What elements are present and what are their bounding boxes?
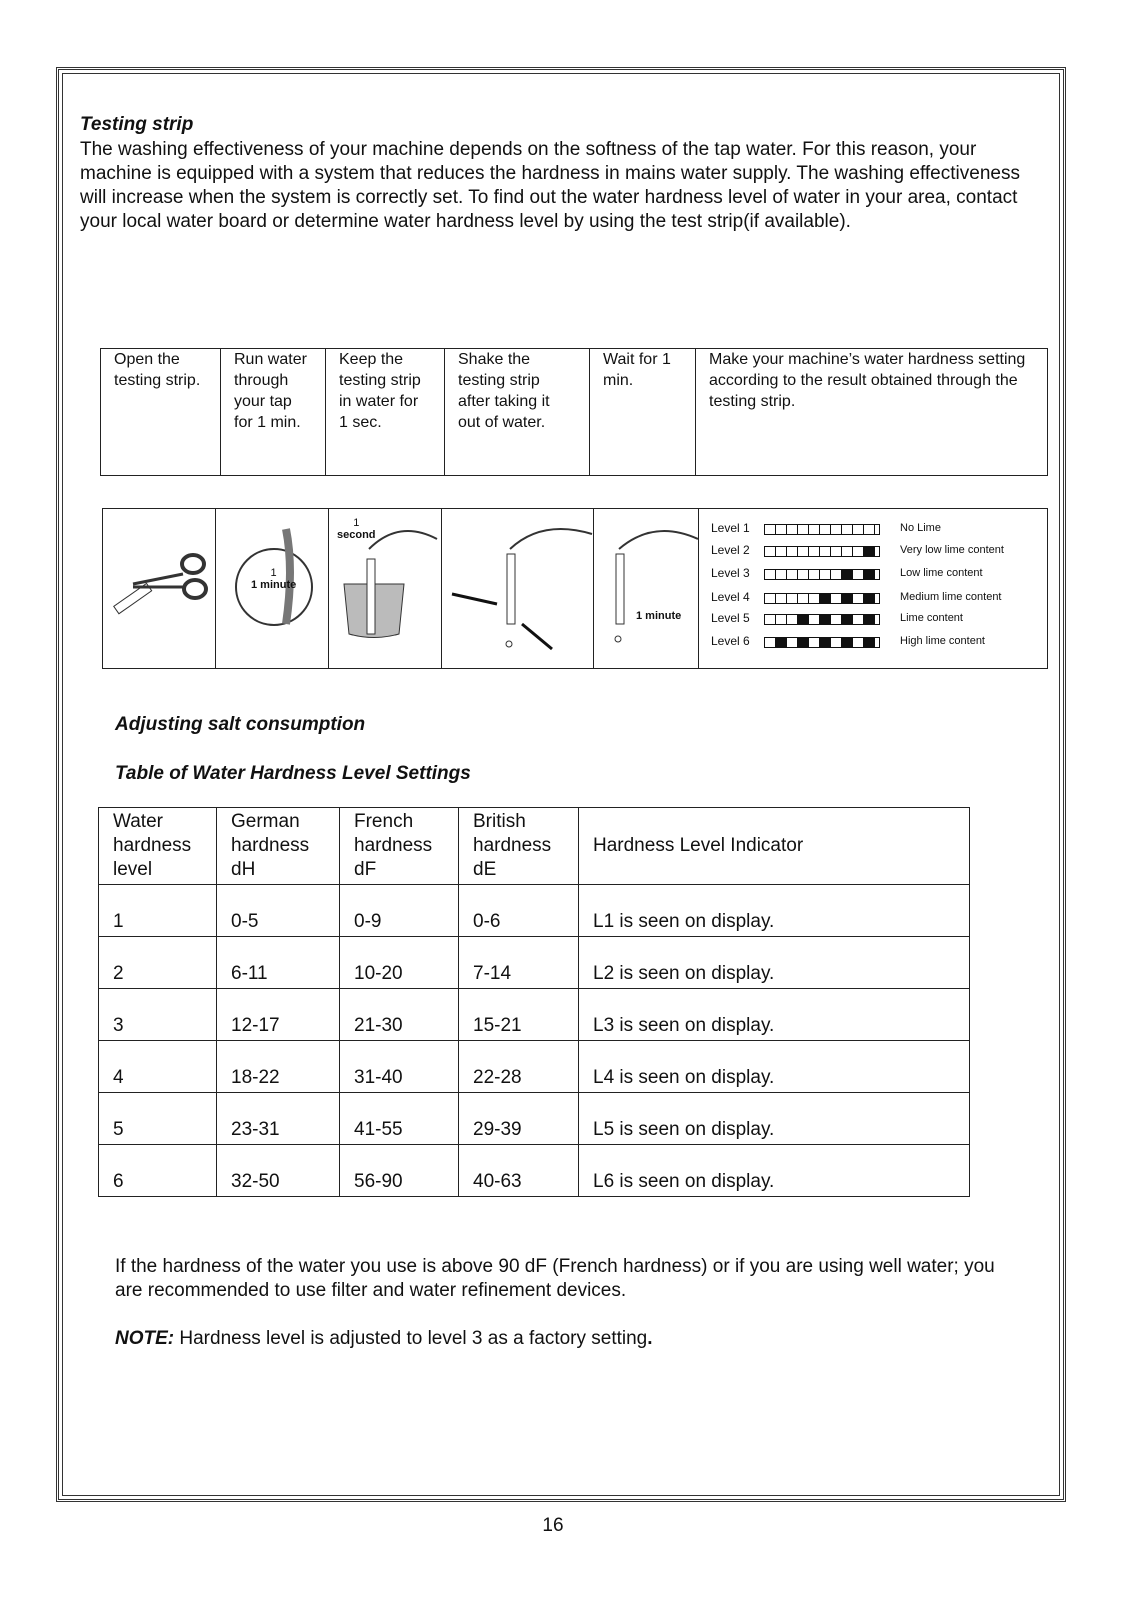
dip-illustration	[329, 509, 442, 669]
table-cell: 18-22	[217, 1041, 340, 1093]
table-cell: 1	[99, 885, 217, 937]
strip-cell	[875, 525, 879, 534]
strip-cell	[820, 547, 831, 556]
step-1: Open the testing strip.	[101, 349, 221, 476]
step-4: Shake the testing strip after taking it out of water.	[445, 349, 590, 476]
table-cell: L4 is seen on display.	[579, 1041, 970, 1093]
strip-cell	[798, 594, 809, 603]
table-row	[99, 989, 970, 1041]
strip-cell	[776, 547, 787, 556]
header-water-hardness: Water hardness level	[99, 808, 217, 885]
table-cell: 41-55	[340, 1093, 459, 1145]
strip-cell	[875, 570, 879, 579]
strip-cell	[831, 638, 842, 647]
strip-cell	[809, 525, 820, 534]
level-name: Level 5	[711, 611, 750, 625]
strip-cell	[787, 570, 798, 579]
strip-cell	[809, 594, 820, 603]
level-strip	[764, 524, 880, 535]
table-cell: 32-50	[217, 1145, 340, 1197]
strip-cell	[776, 525, 787, 534]
strip-cell	[765, 594, 776, 603]
strip-cell	[853, 615, 864, 624]
minute-label: 1 minute	[251, 579, 297, 591]
level-name: Level 2	[711, 543, 750, 557]
table-cell: 4	[99, 1041, 217, 1093]
table-cell: 3	[99, 989, 217, 1041]
strip-cell	[864, 547, 875, 556]
strip-cell	[842, 525, 853, 534]
strip-cell	[798, 547, 809, 556]
strip-cell	[787, 638, 798, 647]
table-cell: 21-30	[340, 989, 459, 1041]
table-header-row	[99, 808, 970, 885]
scissors-icon	[103, 509, 215, 663]
note-label: NOTE:	[115, 1328, 175, 1349]
strip-cell	[776, 615, 787, 624]
table-cell: 29-39	[459, 1093, 579, 1145]
strip-cell	[842, 638, 853, 647]
strip-cell	[875, 615, 879, 624]
strip-cell	[776, 638, 787, 647]
table-cell: 22-28	[459, 1041, 579, 1093]
step-6: Make your machine’s water hardness setting according to the result obtained through the testing strip.	[696, 349, 1048, 476]
wait-label: 1 minute	[636, 610, 682, 622]
second-label: second	[337, 529, 376, 541]
strip-cell	[842, 594, 853, 603]
strip-cell	[765, 570, 776, 579]
level-strip	[764, 637, 880, 648]
table-cell: 0-6	[459, 885, 579, 937]
strip-cell	[864, 594, 875, 603]
table-cell: L2 is seen on display.	[579, 937, 970, 989]
level-strip	[764, 546, 880, 557]
note	[115, 1327, 653, 1351]
level-name: Level 6	[711, 634, 750, 648]
strip-cell	[864, 525, 875, 534]
table-cell: L1 is seen on display.	[579, 885, 970, 937]
strip-cell	[842, 547, 853, 556]
strip-cell	[875, 547, 879, 556]
step-2: Run water through your tap for 1 min.	[221, 349, 326, 476]
header-german: German hardness dH	[217, 808, 340, 885]
minute-number: 1	[270, 567, 277, 579]
strip-cell	[809, 547, 820, 556]
table-row	[99, 1093, 970, 1145]
strip-cell	[853, 570, 864, 579]
table-cell: 40-63	[459, 1145, 579, 1197]
strip-cell	[853, 638, 864, 647]
strip-cell	[765, 638, 776, 647]
intro-paragraph: The washing effectiveness of your machine depends on the softness of the tap water. For this reason, your machine is equipped with a system that reduces the hardness in mains water supply. The washing effectiveness will increase when the system is correctly set. To find out the water hardness level of water in your area, contact your local water board or determine water hardness level by using the test strip(if available).	[80, 139, 1020, 232]
strip-cell	[853, 547, 864, 556]
strip-cell	[798, 638, 809, 647]
second-number: 1	[353, 517, 360, 529]
table-cell: 2	[99, 937, 217, 989]
table-cell: 7-14	[459, 937, 579, 989]
steps-table	[100, 348, 1048, 476]
illustration-strip	[102, 508, 1048, 669]
strip-cell	[787, 594, 798, 603]
strip-cell	[831, 547, 842, 556]
table-cell: 15-21	[459, 989, 579, 1041]
table-heading: Table of Water Hardness Level Settings	[115, 763, 471, 784]
hardness-table	[98, 807, 970, 1197]
table-row	[99, 937, 970, 989]
strip-cell	[853, 594, 864, 603]
table-cell: 10-20	[340, 937, 459, 989]
level-description: Medium lime content	[900, 591, 1002, 603]
page-number: 16	[542, 1515, 564, 1536]
strip-cell	[831, 570, 842, 579]
table-cell: 5	[99, 1093, 217, 1145]
level-name: Level 3	[711, 566, 750, 580]
strip-cell	[831, 594, 842, 603]
strip-cell	[809, 638, 820, 647]
strip-cell	[798, 570, 809, 579]
advice-paragraph: If the hardness of the water you use is above 90 dF (French hardness) or if you are using well water; you are recommended to use filter and water refinement devices.	[115, 1256, 995, 1301]
table-cell: 0-9	[340, 885, 459, 937]
strip-cell	[809, 615, 820, 624]
shake-icon	[442, 509, 593, 663]
salt-heading: Adjusting salt consumption	[115, 714, 366, 735]
table-cell: 6-11	[217, 937, 340, 989]
level-name: Level 4	[711, 590, 750, 604]
header-indicator: Hardness Level Indicator	[579, 808, 970, 885]
table-cell: 23-31	[217, 1093, 340, 1145]
strip-cell	[875, 594, 879, 603]
strip-cell	[820, 594, 831, 603]
strip-cell	[765, 615, 776, 624]
strip-cell	[864, 570, 875, 579]
table-cell: L3 is seen on display.	[579, 989, 970, 1041]
scissors-illustration	[103, 509, 216, 669]
shake-illustration	[442, 509, 594, 669]
table-cell: L6 is seen on display.	[579, 1145, 970, 1197]
table-cell: 31-40	[340, 1041, 459, 1093]
level-strip	[764, 569, 880, 580]
header-british: British hardness dE	[459, 808, 579, 885]
strip-cell	[820, 638, 831, 647]
strip-cell	[853, 525, 864, 534]
strip-cell	[820, 570, 831, 579]
step-5: Wait for 1 min.	[590, 349, 696, 476]
level-strip	[764, 614, 880, 625]
level-description: No Lime	[900, 522, 941, 534]
strip-cell	[842, 570, 853, 579]
level-name: Level 1	[711, 521, 750, 535]
strip-cell	[765, 547, 776, 556]
strip-cell	[831, 525, 842, 534]
strip-cell	[809, 570, 820, 579]
strip-cell	[864, 615, 875, 624]
level-description: High lime content	[900, 635, 985, 647]
note-text: Hardness level is adjusted to level 3 as a factory setting	[174, 1328, 648, 1349]
level-description: Low lime content	[900, 567, 983, 579]
strip-cell	[776, 570, 787, 579]
table-row	[99, 1041, 970, 1093]
level-strip	[764, 593, 880, 604]
strip-cell	[864, 638, 875, 647]
table-cell: 0-5	[217, 885, 340, 937]
tap-illustration	[216, 509, 329, 669]
strip-cell	[787, 615, 798, 624]
table-cell: L5 is seen on display.	[579, 1093, 970, 1145]
step-3: Keep the testing strip in water for 1 sec.	[326, 349, 445, 476]
table-row	[99, 885, 970, 937]
header-french: French hardness dF	[340, 808, 459, 885]
strip-cell	[820, 615, 831, 624]
strip-cell	[798, 525, 809, 534]
strip-cell	[831, 615, 842, 624]
wait-icon	[594, 509, 698, 663]
strip-cell	[875, 638, 879, 647]
table-cell: 12-17	[217, 989, 340, 1041]
strip-cell	[820, 525, 831, 534]
strip-cell	[776, 594, 787, 603]
section-heading: Testing strip	[80, 114, 194, 135]
note-end: .	[647, 1328, 653, 1349]
strip-cell	[798, 615, 809, 624]
strip-cell	[787, 547, 798, 556]
level-chart	[699, 509, 1048, 669]
table-cell: 56-90	[340, 1145, 459, 1197]
level-description: Very low lime content	[900, 544, 1004, 556]
strip-cell	[842, 615, 853, 624]
table-cell: 6	[99, 1145, 217, 1197]
strip-cell	[765, 525, 776, 534]
wait-illustration	[594, 509, 699, 669]
strip-cell	[787, 525, 798, 534]
table-row	[99, 1145, 970, 1197]
level-description: Lime content	[900, 612, 963, 624]
